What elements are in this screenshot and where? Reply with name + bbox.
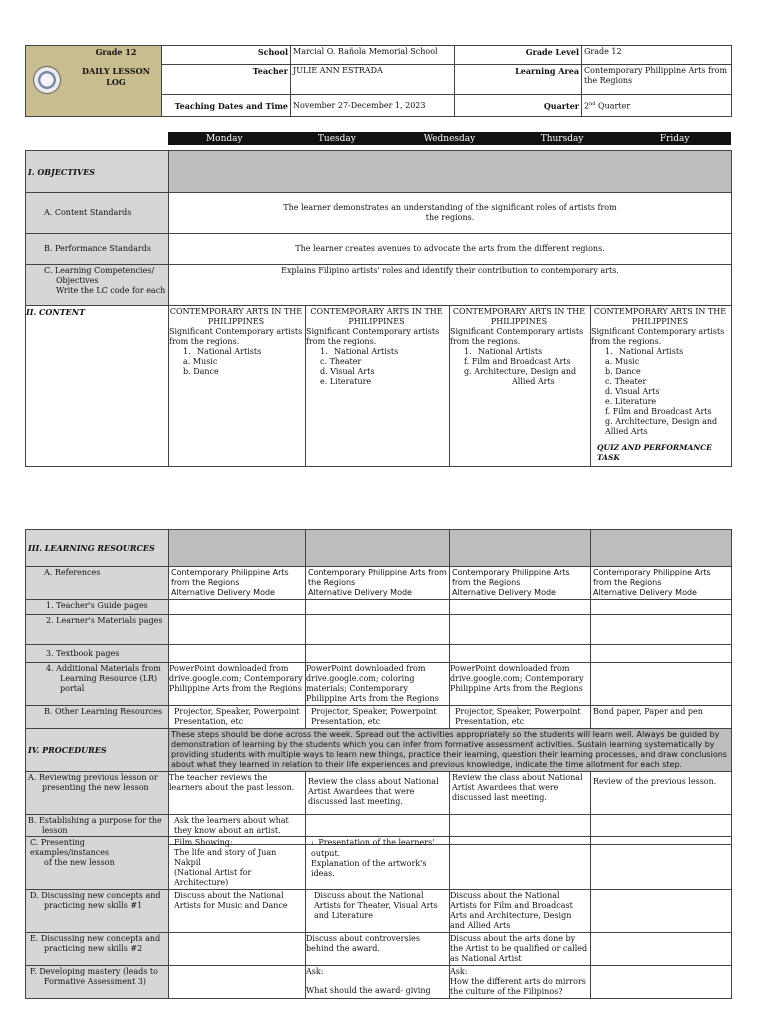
content-tuesday <box>306 306 450 467</box>
national-artists-label: National Artists <box>619 347 684 356</box>
discussing-2-mon <box>169 933 306 966</box>
grade-title: Grade 12 <box>95 47 137 57</box>
content-standards-line-1: The learner demonstrates an understanding of the significant roles of artists from <box>283 203 617 212</box>
presenting-mon-1: Film Showing: <box>174 838 233 847</box>
content-heading-2: PHILIPPINES <box>207 317 265 326</box>
quarter-label: Quarter <box>455 95 582 117</box>
quarter-num: 2 <box>584 102 590 112</box>
content-wed-g: g. Architecture, Design and <box>464 367 577 376</box>
teacher-label: Teacher <box>162 65 291 95</box>
content-heading-1: CONTEMPORARY ARTS IN THE <box>310 307 443 316</box>
content-sub-2: from the regions. <box>169 337 240 346</box>
discussing-1-label-2: practicing new skills #1 <box>44 901 143 910</box>
item-number: 1. <box>183 347 191 356</box>
presenting-tue-num: 1. <box>311 841 316 847</box>
am-label-1: 4. Additional Materials from <box>46 664 161 673</box>
content-sub-1: Significant Contemporary artists <box>591 327 725 336</box>
tg-tue <box>306 600 450 615</box>
lm-thu <box>591 615 732 645</box>
school-value: Marcial O. Rañola Memorial School <box>291 46 455 65</box>
content-wed-f: f. Film and Broadcast Arts <box>464 357 571 366</box>
national-artists-label: National Artists <box>334 347 399 356</box>
references-thu <box>591 567 732 600</box>
resources-gray-tue <box>306 530 450 567</box>
am-mon: PowerPoint downloaded from drive.google.com; Contemporary Philippine Arts from the Regions <box>169 663 306 706</box>
presenting-mon-3: (National Artist for Architecture) <box>174 868 252 887</box>
content-heading-2: PHILIPPINES <box>631 317 689 326</box>
ref-line-2: Alternative Delivery Mode <box>308 588 412 597</box>
resources-gray-mon <box>169 530 306 567</box>
objectives-gray-band <box>169 151 732 193</box>
learning-area-value: Contemporary Philippine Arts from the Regions <box>582 65 732 95</box>
content-thu-e: e. Literature <box>605 397 657 406</box>
reviewing-label-1: A. Reviewing previous lesson or <box>28 773 158 782</box>
discussing-1-mon: Discuss about the National Artists for Music and Dance <box>169 890 306 933</box>
other-resources-label: B. Other Learning Resources <box>26 706 169 729</box>
mastery-label <box>26 966 169 999</box>
item-number: 1. <box>464 347 472 356</box>
discussing-1-thu <box>591 890 732 933</box>
tg-wed <box>450 600 591 615</box>
teachers-guide-label: 1. Teacher's Guide pages <box>26 600 169 615</box>
ref-line-2: Alternative Delivery Mode <box>452 588 556 597</box>
reviewing-thu: Review of the previous lesson. <box>591 772 732 815</box>
content-heading-1: CONTEMPORARY ARTS IN THE <box>452 307 586 316</box>
ref-line-1: Contemporary Philippine Arts from the Regions <box>593 568 711 587</box>
content-wednesday <box>450 306 591 467</box>
discussing-1-label <box>26 890 169 933</box>
presenting-mon-2: The life and story of Juan Nakpil <box>174 848 277 867</box>
presenting-wed <box>450 837 591 890</box>
purpose-label-2: lesson <box>42 826 68 835</box>
discussing-2-wed: Discuss about the arts done by the Artist to be qualified or called as National Artist <box>450 933 591 966</box>
procedures-note: These steps should be done across the week. Spread out the activities appropriately so the students will learn well. Always be guided by demonstration of learning by the students which you can infer from formative assessment activities. Sustain learning systematically by providing students with multiple ways to learn new things, practice their learning, question their learning processes, and draw conclusions about what they learned in relation to their life experiences and previous knowledge, indicate the time allotment for each step. <box>169 729 732 772</box>
content-tue-e: e. Literature <box>320 377 372 386</box>
content-title: II. CONTENT <box>26 306 169 467</box>
procedures-table <box>25 836 732 999</box>
content-tue-d: d. Visual Arts <box>320 367 375 376</box>
daily-lesson-title: DAILY LESSON <box>82 66 150 76</box>
competencies-label-2: Objectives <box>56 276 99 285</box>
presenting-mon <box>169 837 306 890</box>
day-monday: Monday <box>168 132 281 145</box>
tb-mon <box>169 645 306 663</box>
day-header-bar <box>168 132 731 145</box>
am-label-2: Learning Resource (LR) <box>60 674 158 683</box>
discussing-2-label <box>26 933 169 966</box>
additional-materials-label <box>26 663 169 706</box>
quarter-sup: nd <box>589 101 596 108</box>
presenting-label-2: of the new lesson <box>44 858 115 867</box>
other-wed: Projector, Speaker, Powerpoint Presentation, etc <box>450 706 591 729</box>
content-sub-2: from the regions. <box>450 337 521 346</box>
discussing-2-thu <box>591 933 732 966</box>
content-thursday <box>591 306 732 467</box>
content-sub-1: Significant Contemporary artists <box>169 327 303 336</box>
day-tuesday: Tuesday <box>281 132 394 145</box>
content-monday <box>169 306 306 467</box>
content-thu-g2: Allied Arts <box>605 427 648 436</box>
references-tue <box>306 567 450 600</box>
mastery-label-2: Formative Assessment 3) <box>44 977 147 986</box>
content-heading-2: PHILIPPINES <box>490 317 548 326</box>
mastery-wed-1: Ask: <box>450 967 468 976</box>
ref-line-1: Contemporary Philippine Arts from the Regions <box>452 568 570 587</box>
dates-value: November 27-December 1, 2023 <box>291 95 455 117</box>
content-standards-text <box>169 193 732 234</box>
quiz-performance-task: QUIZ AND PERFORMANCE TASK <box>597 443 712 462</box>
discussing-2-label-2: practicing new skills #2 <box>44 944 143 953</box>
am-wed: PowerPoint downloaded from drive.google.com; Contemporary Philippine Arts from the Regions <box>450 663 591 706</box>
reviewing-label <box>26 772 169 815</box>
resources-gray-wed <box>450 530 591 567</box>
content-thu-a: a. Music <box>605 357 640 366</box>
mastery-tue-2: What should the award- giving <box>306 986 431 995</box>
ref-line-1: Contemporary Philippine Arts from the Regions <box>308 568 447 587</box>
reviewing-wed: Review the class about National Artist Awardees that were discussed last meeting. <box>450 772 591 815</box>
content-thu-c: c. Theater <box>605 377 647 386</box>
purpose-mon: Ask the learners about what they know about an artist. <box>169 815 306 845</box>
content-thu-g: g. Architecture, Design and <box>605 417 718 426</box>
national-artists-label: National Artists <box>197 347 262 356</box>
item-number: 1. <box>605 347 613 356</box>
content-heading-1: CONTEMPORARY ARTS IN THE <box>593 307 727 316</box>
mastery-wed <box>450 966 591 999</box>
procedures-title: IV. PROCEDURES <box>26 729 169 772</box>
teacher-value: JULIE ANN ESTRADA <box>291 65 455 95</box>
resources-title: III. LEARNING RESOURCES <box>26 530 169 567</box>
discussing-1-label-1: D. Discussing new concepts and <box>30 891 161 900</box>
references-wed <box>450 567 591 600</box>
competencies-label-3: Write the LC code for each <box>56 286 166 295</box>
school-label: School <box>162 46 291 65</box>
content-sub-2: from the regions. <box>591 337 662 346</box>
mastery-label-1: F. Developing mastery (leads to <box>30 967 158 976</box>
resources-gray-thu <box>591 530 732 567</box>
content-sub-2: from the regions. <box>306 337 377 346</box>
objectives-table <box>25 150 732 467</box>
national-artists-item <box>450 347 588 357</box>
tg-thu <box>591 600 732 615</box>
learners-materials-label: 2. Learner's Materials pages <box>26 615 169 645</box>
am-tue: PowerPoint downloaded from drive.google.com; coloring materials; Contemporary Philippine Arts from the Regions <box>306 663 450 706</box>
presenting-tue <box>306 837 450 890</box>
day-wednesday: Wednesday <box>393 132 506 145</box>
content-heading-1: CONTEMPORARY ARTS IN THE <box>169 307 303 316</box>
mastery-mon <box>169 966 306 999</box>
references-mon <box>169 567 306 600</box>
item-number: 1. <box>320 347 328 356</box>
learning-area-label: Learning Area <box>455 65 582 95</box>
content-thu-f: f. Film and Broadcast Arts <box>605 407 712 416</box>
content-heading-2: PHILIPPINES <box>348 317 405 326</box>
content-wed-g2: Allied Arts <box>512 377 555 386</box>
presenting-tue-1 <box>311 838 447 859</box>
content-standards-label: A. Content Standards <box>26 193 169 234</box>
content-sub-1: Significant Contemporary artists <box>306 327 440 336</box>
mastery-tue <box>306 966 450 999</box>
discussing-2-tue: Discuss about controversies behind the award. <box>306 933 450 966</box>
content-sub-1: Significant Contemporary artists <box>450 327 584 336</box>
lm-mon <box>169 615 306 645</box>
grade-level-label: Grade Level <box>455 46 582 65</box>
objectives-title: I. OBJECTIVES <box>26 151 169 193</box>
other-thu: Bond paper, Paper and pen <box>591 706 732 729</box>
presenting-tue-2: Explanation of the artwork's ideas. <box>311 859 427 878</box>
reviewing-mon: The teacher reviews the learners about the past lesson. <box>169 772 306 815</box>
mastery-wed-2: How the different arts do mirrors the culture of the Filipinos? <box>450 977 586 996</box>
day-thursday: Thursday <box>506 132 619 145</box>
ref-line-1: Contemporary Philippine Arts from the Regions <box>171 568 289 587</box>
content-thu-b: b. Dance <box>605 367 641 376</box>
content-thu-d: d. Visual Arts <box>605 387 660 396</box>
competencies-text: Explains Filipino artists' roles and identify their contribution to contemporary arts. <box>169 265 732 306</box>
national-artists-item <box>306 347 447 357</box>
ref-line-2: Alternative Delivery Mode <box>593 588 697 597</box>
discussing-2-label-1: E. Discussing new concepts and <box>30 934 161 943</box>
mastery-tue-1: Ask: <box>306 967 324 976</box>
other-mon: Projector, Speaker, Powerpoint Presentation, etc <box>169 706 306 729</box>
tg-mon <box>169 600 306 615</box>
grade-log-box <box>26 46 162 117</box>
day-friday: Friday <box>618 132 731 145</box>
content-mon-a: a. Music <box>183 357 218 366</box>
performance-standards-label: B. Performance Standards <box>26 234 169 265</box>
quarter-value <box>582 95 732 117</box>
references-label: A. References <box>26 567 169 600</box>
presenting-tue-text-1: Presentation of the learners' output. <box>311 838 435 858</box>
textbook-label: 3. Textbook pages <box>26 645 169 663</box>
dates-label: Teaching Dates and Time <box>162 95 291 117</box>
am-label-3: portal <box>60 684 85 693</box>
lm-tue <box>306 615 450 645</box>
log-title: LOG <box>106 77 126 87</box>
mastery-thu <box>591 966 732 999</box>
quarter-rest: Quarter <box>595 102 631 112</box>
tb-tue <box>306 645 450 663</box>
resources-table <box>25 529 732 845</box>
content-standards-line-2: the regions. <box>425 213 475 222</box>
reviewing-label-2: presenting the new lesson <box>42 783 149 792</box>
reviewing-tue: Review the class about National Artist Awardees that were discussed last meeting. <box>306 772 450 815</box>
presenting-label <box>26 837 169 890</box>
presenting-thu <box>591 837 732 890</box>
lm-wed <box>450 615 591 645</box>
purpose-label-1: B. Establishing a purpose for the <box>28 816 162 825</box>
national-artists-label: National Artists <box>478 347 543 356</box>
grade-level-value: Grade 12 <box>582 46 732 65</box>
ref-line-2: Alternative Delivery Mode <box>171 588 275 597</box>
performance-standards-text: The learner creates avenues to advocate the arts from the different regions. <box>169 234 732 265</box>
tb-wed <box>450 645 591 663</box>
national-artists-item <box>169 347 303 357</box>
content-tue-c: c. Theater <box>320 357 362 366</box>
other-tue: Projector, Speaker, Powerpoint Presentation, etc <box>306 706 450 729</box>
discussing-1-tue: Discuss about the National Artists for Theater, Visual Arts and Literature <box>306 890 450 933</box>
discussing-1-wed: Discuss about the National Artists for Film and Broadcast Arts and Architecture, Design and Allied Arts <box>450 890 591 933</box>
tb-thu <box>591 645 732 663</box>
competencies-label-1: C. Learning Competencies/ <box>44 266 155 275</box>
national-artists-item <box>591 347 729 357</box>
deped-seal-icon <box>33 66 61 94</box>
header-table <box>25 45 732 117</box>
presenting-label-1: C. Presenting examples/instances <box>30 838 110 857</box>
content-mon-b: b. Dance <box>183 367 219 376</box>
competencies-label <box>26 265 169 306</box>
am-thu <box>591 663 732 706</box>
